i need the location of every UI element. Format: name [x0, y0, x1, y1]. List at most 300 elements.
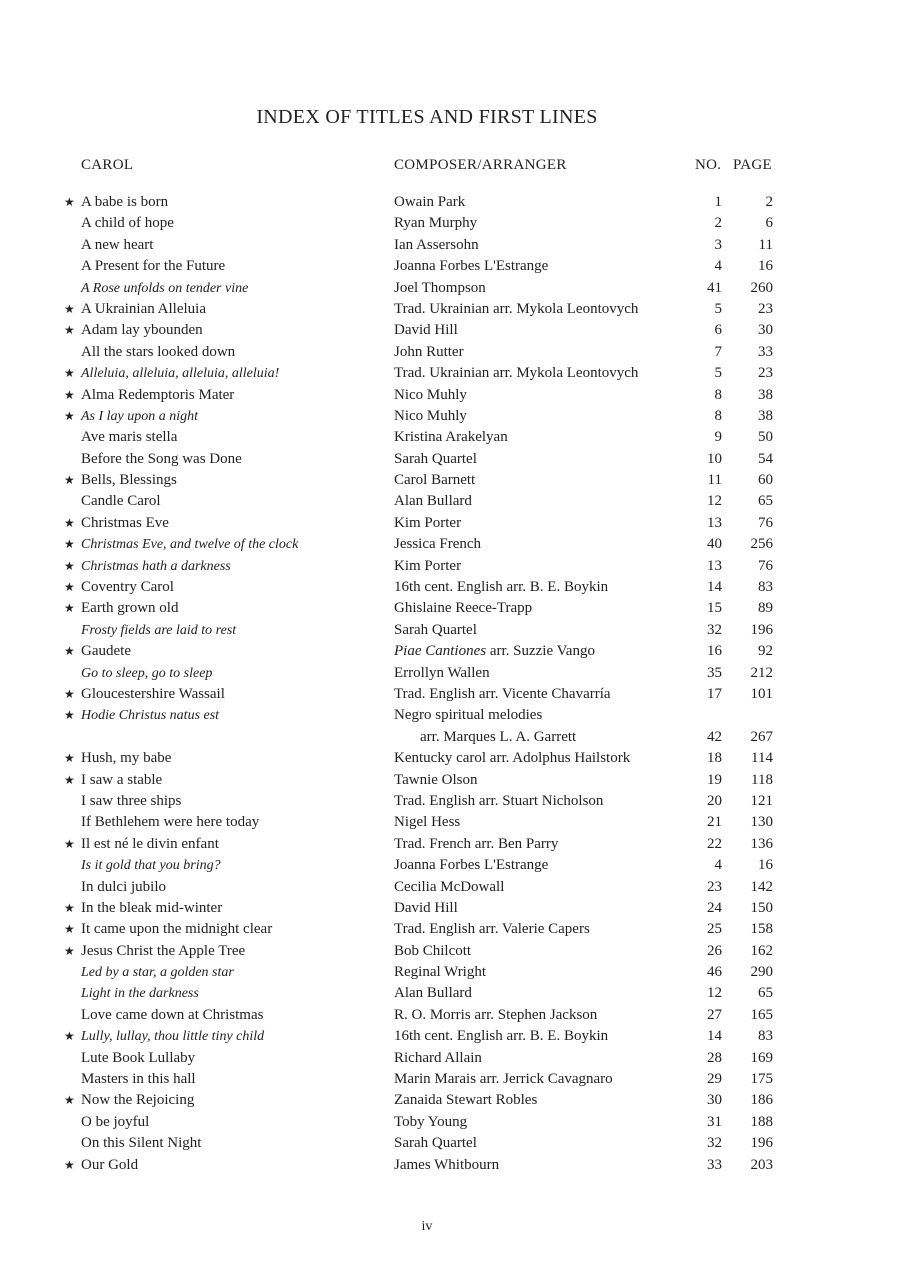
index-row [0, 449, 900, 470]
carol-number: 26 [707, 942, 722, 959]
page-ref: 196 [750, 621, 773, 638]
carol-number: 25 [707, 921, 722, 938]
composer [394, 363, 638, 384]
header-composer: COMPOSER/ARRANGER [394, 157, 567, 173]
carol-number: 14 [707, 579, 722, 596]
composer-text: Trad. English arr. Vicente Chavarría [394, 685, 611, 702]
carol-title: Love came down at Christmas [81, 1006, 264, 1023]
carol-number: 17 [707, 685, 722, 702]
star-icon: ★ [64, 195, 75, 209]
page-ref: 65 [758, 493, 773, 510]
composer-text: Trad. Ukrainian arr. Mykola Leontovych [394, 300, 639, 317]
composer-text: Alan Bullard [394, 985, 472, 1002]
carol-title: I saw a stable [81, 771, 163, 788]
composer-text: Errollyn Wallen [394, 664, 490, 681]
carol-title: Go to sleep, go to sleep [81, 665, 213, 681]
star-icon: ★ [64, 836, 75, 851]
carol-number: 13 [707, 557, 722, 574]
composer-text: Carol Barnett [394, 472, 476, 489]
composer [394, 1112, 467, 1133]
carol-number: 14 [707, 1028, 722, 1045]
composer [394, 513, 461, 534]
page-ref: 38 [758, 407, 773, 424]
index-title: INDEX OF TITLES AND FIRST LINES [256, 106, 598, 128]
composer-text: Kim Porter [394, 514, 462, 531]
carol-title: All the stars looked down [81, 343, 236, 360]
composer [394, 213, 477, 234]
page-ref: 23 [758, 300, 773, 317]
carol-number: 5 [714, 365, 722, 382]
composer [394, 278, 486, 299]
index-row [0, 898, 900, 919]
composer-text: 16th cent. English arr. B. E. Boykin [394, 579, 609, 596]
index-row [0, 556, 900, 577]
carol-number: 46 [707, 964, 722, 981]
composer [394, 1005, 597, 1026]
composer [394, 1048, 482, 1069]
carol-title: Adam lay ybounden [81, 322, 203, 339]
star-icon: ★ [64, 301, 75, 316]
carol-number: 42 [707, 728, 722, 745]
carol-title: Alleluia, alleluia, alleluia, alleluia! [81, 366, 280, 382]
star-icon: ★ [64, 537, 75, 552]
carol-number: 16 [707, 643, 722, 660]
composer [394, 834, 558, 855]
carol-title: Lute Book Lullaby [81, 1049, 196, 1066]
carol-title: Gaudete [81, 643, 131, 660]
carol-title: A child of hope [81, 215, 174, 232]
composer-text: R. O. Morris arr. Stephen Jackson [394, 1006, 598, 1023]
carol-number: 15 [707, 600, 722, 617]
composer [394, 235, 479, 256]
star-icon: ★ [64, 1157, 75, 1172]
page-ref: 23 [758, 365, 773, 382]
star-icon: ★ [64, 323, 75, 338]
composer [394, 598, 532, 619]
carol-title: In dulci jubilo [81, 878, 166, 895]
composer-text: David Hill [394, 899, 458, 916]
index-row [0, 1026, 900, 1047]
page-ref: 2 [765, 194, 773, 210]
page-ref: 142 [750, 878, 773, 895]
composer-line2: arr. Marques L. A. Garrett [420, 728, 577, 745]
carol-title: Masters in this hall [81, 1071, 196, 1088]
composer [394, 491, 472, 512]
index-row [0, 406, 900, 427]
star-icon: ★ [64, 515, 75, 530]
carol-title: In the bleak mid-winter [81, 899, 223, 916]
carol-number: 3 [714, 236, 722, 253]
composer [394, 1090, 537, 1111]
carol-title: A Present for the Future [81, 258, 226, 275]
composer-text: Kristina Arakelyan [394, 429, 508, 446]
page-ref: 114 [751, 750, 773, 767]
page-ref: 169 [750, 1049, 773, 1066]
index-row [0, 748, 900, 769]
carol-number: 28 [707, 1049, 722, 1066]
composer-text: Trad. French arr. Ben Parry [394, 835, 559, 852]
carol-number: 31 [707, 1113, 722, 1130]
composer-text: Zanaida Stewart Robles [394, 1092, 538, 1109]
composer-text: Owain Park [394, 194, 466, 210]
header-no: NO. [695, 157, 722, 173]
composer-text: Marin Marais arr. Jerrick Cavagnaro [394, 1071, 613, 1088]
index-row [0, 684, 900, 705]
carol-title: Jesus Christ the Apple Tree [81, 942, 246, 959]
index-row [0, 962, 900, 983]
carol-title: Christmas Eve [81, 514, 169, 531]
carol-title: Coventry Carol [81, 579, 174, 596]
index-row [0, 1155, 900, 1176]
carol-number: 22 [707, 835, 722, 852]
composer-text: arr. Suzzie Vango [486, 643, 595, 660]
carol-title: Il est né le divin enfant [81, 835, 219, 852]
carol-number: 35 [707, 664, 722, 681]
composer [394, 877, 504, 898]
carol-title: Frosty fields are laid to rest [81, 622, 237, 638]
composer [394, 705, 542, 726]
carol-title: Christmas Eve, and twelve of the clock [81, 537, 299, 553]
composer [394, 449, 477, 470]
carol-number: 13 [707, 514, 722, 531]
carol-title: Ave maris stella [81, 429, 178, 446]
carol-title: O be joyful [81, 1113, 150, 1130]
star-icon: ★ [64, 366, 75, 381]
composer-text: Sarah Quartel [394, 450, 477, 467]
carol-number: 12 [707, 493, 722, 510]
composer-text: Reginal Wright [394, 964, 487, 981]
composer [394, 534, 481, 555]
composer [394, 919, 590, 940]
star-icon: ★ [64, 772, 75, 787]
composer [394, 962, 486, 983]
composer [394, 770, 478, 791]
carol-title: Now the Rejoicing [81, 1092, 195, 1109]
index-row [0, 299, 900, 320]
composer [394, 983, 472, 1004]
index-row [0, 577, 900, 598]
star-icon: ★ [64, 644, 75, 659]
composer-text: Nico Muhly [394, 407, 467, 424]
composer [394, 406, 467, 427]
composer [394, 748, 630, 769]
page-ref: 203 [750, 1156, 773, 1173]
page-ref: 186 [750, 1092, 773, 1109]
page-ref: 158 [750, 921, 773, 938]
header-carol: CAROL [81, 157, 134, 173]
carol-title: I saw three ships [81, 792, 182, 809]
composer-text: Richard Allain [394, 1049, 482, 1066]
composer [394, 556, 461, 577]
index-row [0, 491, 900, 512]
index-row [0, 705, 900, 748]
composer-text: Trad. Ukrainian arr. Mykola Leontovych [394, 365, 639, 382]
carol-title: Led by a star, a golden star [81, 965, 234, 981]
composer-text: Joanna Forbes L'Estrange [394, 258, 549, 275]
page-ref: 188 [750, 1113, 773, 1130]
composer-text: Sarah Quartel [394, 621, 477, 638]
carol-number: 2 [714, 215, 722, 232]
carol-number: 20 [707, 792, 722, 809]
page-ref: 130 [750, 814, 773, 831]
index-row [0, 342, 900, 363]
carol-title: Christmas hath a darkness [81, 558, 231, 574]
carol-title: Before the Song was Done [81, 450, 242, 467]
page-ref: 162 [750, 942, 773, 959]
carol-title: Candle Carol [81, 493, 161, 510]
carol-number: 33 [707, 1156, 722, 1173]
carol-number: 4 [714, 857, 722, 874]
index-row [0, 1133, 900, 1154]
composer [394, 470, 475, 491]
composer-text: Ian Assersohn [394, 236, 479, 253]
composer-text: Trad. English arr. Stuart Nicholson [394, 792, 604, 809]
page-ref: 6 [765, 215, 773, 232]
carol-title: A new heart [81, 236, 154, 253]
carol-title: Bells, Blessings [81, 472, 177, 489]
index-row [0, 256, 900, 277]
carol-number: 21 [707, 814, 722, 831]
composer [394, 898, 458, 919]
index-row [0, 385, 900, 406]
composer-text: Sarah Quartel [394, 1135, 477, 1152]
composer [394, 620, 477, 641]
composer-text: Nigel Hess [394, 814, 461, 831]
page-ref: 50 [758, 429, 773, 446]
composer [394, 577, 608, 598]
star-icon: ★ [64, 473, 75, 488]
page-ref: 101 [750, 685, 773, 702]
composer-text: Cecilia McDowall [394, 878, 505, 895]
page-ref: 212 [750, 664, 773, 681]
index-row [0, 1005, 900, 1026]
star-icon: ★ [64, 1029, 75, 1044]
page-ref: 136 [750, 835, 773, 852]
page-ref: 83 [758, 1028, 773, 1045]
index-row [0, 641, 900, 662]
star-icon: ★ [64, 900, 75, 915]
page-ref: 83 [758, 579, 773, 596]
star-icon: ★ [64, 708, 75, 723]
composer-text: 16th cent. English arr. B. E. Boykin [394, 1028, 609, 1045]
composer-text: Jessica French [394, 536, 482, 553]
carol-title: A Rose unfolds on tender vine [81, 280, 249, 296]
composer-text: John Rutter [394, 343, 464, 360]
composer-text: Kim Porter [394, 557, 462, 574]
carol-number: 9 [714, 429, 722, 446]
carol-number: 10 [707, 450, 722, 467]
page-ref: 60 [758, 472, 773, 489]
index-row [0, 213, 900, 234]
composer-text: Nico Muhly [394, 386, 467, 403]
composer [394, 663, 490, 684]
page-ref: 92 [758, 643, 773, 660]
composer-text: Negro spiritual melodies [394, 707, 543, 724]
star-icon: ★ [64, 387, 75, 402]
carol-number: 5 [714, 300, 722, 317]
composer [394, 812, 460, 833]
carol-title: Our Gold [81, 1156, 139, 1173]
page-ref: 267 [750, 728, 773, 745]
carol-title: Gloucestershire Wassail [81, 685, 225, 702]
index-row [0, 791, 900, 812]
carol-number: 18 [707, 750, 722, 767]
carol-number: 32 [707, 1135, 722, 1152]
carol-title: Hodie Christus natus est [81, 708, 220, 724]
composer-text: Bob Chilcott [394, 942, 472, 959]
carol-number: 41 [707, 279, 722, 296]
carol-number: 12 [707, 985, 722, 1002]
composer-text: Ryan Murphy [394, 215, 478, 232]
star-icon: ★ [64, 686, 75, 701]
star-icon: ★ [64, 580, 75, 595]
carol-number: 30 [707, 1092, 722, 1109]
composer [394, 1155, 499, 1176]
composer-text: Joanna Forbes L'Estrange [394, 857, 549, 874]
carol-number: 8 [714, 386, 722, 403]
composer [394, 1069, 613, 1090]
page-ref: 65 [758, 985, 773, 1002]
index-row [0, 770, 900, 791]
composer-text: Ghislaine Reece-Trapp [394, 600, 533, 617]
index-row [0, 427, 900, 448]
page-ref: 260 [750, 279, 773, 296]
index-row [0, 663, 900, 684]
page-ref: 76 [758, 514, 773, 531]
composer [394, 684, 611, 705]
carol-number: 19 [707, 771, 722, 788]
index-row [0, 513, 900, 534]
composer [394, 855, 548, 876]
carol-title: It came upon the midnight clear [81, 921, 273, 938]
composer [394, 1133, 477, 1154]
composer [394, 342, 464, 363]
carol-number: 24 [707, 899, 722, 916]
index-row [0, 983, 900, 1004]
composer [394, 941, 471, 962]
carol-number: 1 [714, 194, 722, 210]
composer [394, 427, 508, 448]
page-ref: 38 [758, 386, 773, 403]
composer [394, 320, 458, 341]
composer [394, 256, 548, 277]
index-row [0, 919, 900, 940]
carol-number: 7 [714, 343, 722, 360]
index-row [0, 235, 900, 256]
index-row [0, 192, 900, 213]
star-icon: ★ [64, 922, 75, 937]
page-ref: 118 [751, 771, 773, 788]
page-ref: 54 [758, 450, 773, 467]
page-ref: 16 [758, 258, 773, 275]
index-row [0, 363, 900, 384]
composer-text: Trad. English arr. Valerie Capers [394, 921, 590, 938]
star-icon: ★ [64, 751, 75, 766]
page-ref: 89 [758, 600, 773, 617]
page-ref: 290 [750, 964, 773, 981]
page-ref: 16 [758, 857, 773, 874]
carol-number: 4 [714, 258, 722, 275]
carol-title: Alma Redemptoris Mater [81, 386, 235, 403]
page-ref: 11 [758, 236, 773, 253]
composer [394, 1026, 608, 1047]
page-ref: 165 [750, 1006, 773, 1023]
carol-title: Lully, lullay, thou little tiny child [81, 1029, 265, 1045]
carol-number: 23 [707, 878, 722, 895]
composer-text: Toby Young [394, 1113, 468, 1130]
carol-number: 32 [707, 621, 722, 638]
page-ref: 121 [750, 792, 773, 809]
carol-title: Light in the darkness [81, 986, 199, 1002]
carol-number: 11 [707, 472, 722, 489]
index-row [0, 1112, 900, 1133]
page-ref: 76 [758, 557, 773, 574]
index-table [0, 192, 900, 1176]
index-row [0, 855, 900, 876]
carol-title: On this Silent Night [81, 1135, 202, 1152]
index-row [0, 941, 900, 962]
composer [394, 641, 595, 662]
composer [394, 192, 465, 213]
index-row [0, 1048, 900, 1069]
composer [394, 385, 467, 406]
index-row [0, 278, 900, 299]
carol-number: 8 [714, 407, 722, 424]
carol-title: A Ukrainian Alleluia [81, 300, 206, 317]
index-row [0, 1069, 900, 1090]
star-icon: ★ [64, 601, 75, 616]
star-icon: ★ [64, 1093, 75, 1108]
carol-title: Earth grown old [81, 600, 179, 617]
page-ref: 256 [750, 536, 773, 553]
page-ref: 196 [750, 1135, 773, 1152]
composer-text: Kentucky carol arr. Adolphus Hailstork [394, 750, 631, 767]
page-ref: 175 [750, 1071, 773, 1088]
index-row [0, 598, 900, 619]
carol-number: 29 [707, 1071, 722, 1088]
composer-text: Alan Bullard [394, 493, 472, 510]
page-ref: 30 [758, 322, 773, 339]
carol-number: 40 [707, 536, 722, 553]
carol-title: Hush, my babe [81, 750, 172, 767]
composer-source: Piae Cantiones [394, 643, 487, 660]
page-ref: 150 [750, 899, 773, 916]
page-ref: 33 [758, 343, 773, 360]
carol-title: Is it gold that you bring? [81, 858, 221, 874]
composer [394, 299, 638, 320]
composer-text: James Whitbourn [394, 1156, 500, 1173]
index-row [0, 877, 900, 898]
carol-title: If Bethlehem were here today [81, 814, 260, 831]
carol-title: A babe is born [81, 194, 169, 210]
carol-number: 6 [714, 322, 722, 339]
index-row [0, 834, 900, 855]
index-row [0, 534, 900, 555]
carol-title: As I lay upon a night [81, 408, 199, 424]
index-row [0, 470, 900, 491]
index-row [0, 320, 900, 341]
index-row [0, 620, 900, 641]
composer-text: David Hill [394, 322, 458, 339]
star-icon: ★ [64, 943, 75, 958]
composer [394, 791, 603, 812]
star-icon: ★ [64, 558, 75, 573]
header-page: PAGE [733, 157, 772, 173]
composer-text: Joel Thompson [394, 279, 486, 296]
composer-text: Tawnie Olson [394, 771, 478, 788]
index-row [0, 812, 900, 833]
carol-number: 27 [707, 1006, 722, 1023]
